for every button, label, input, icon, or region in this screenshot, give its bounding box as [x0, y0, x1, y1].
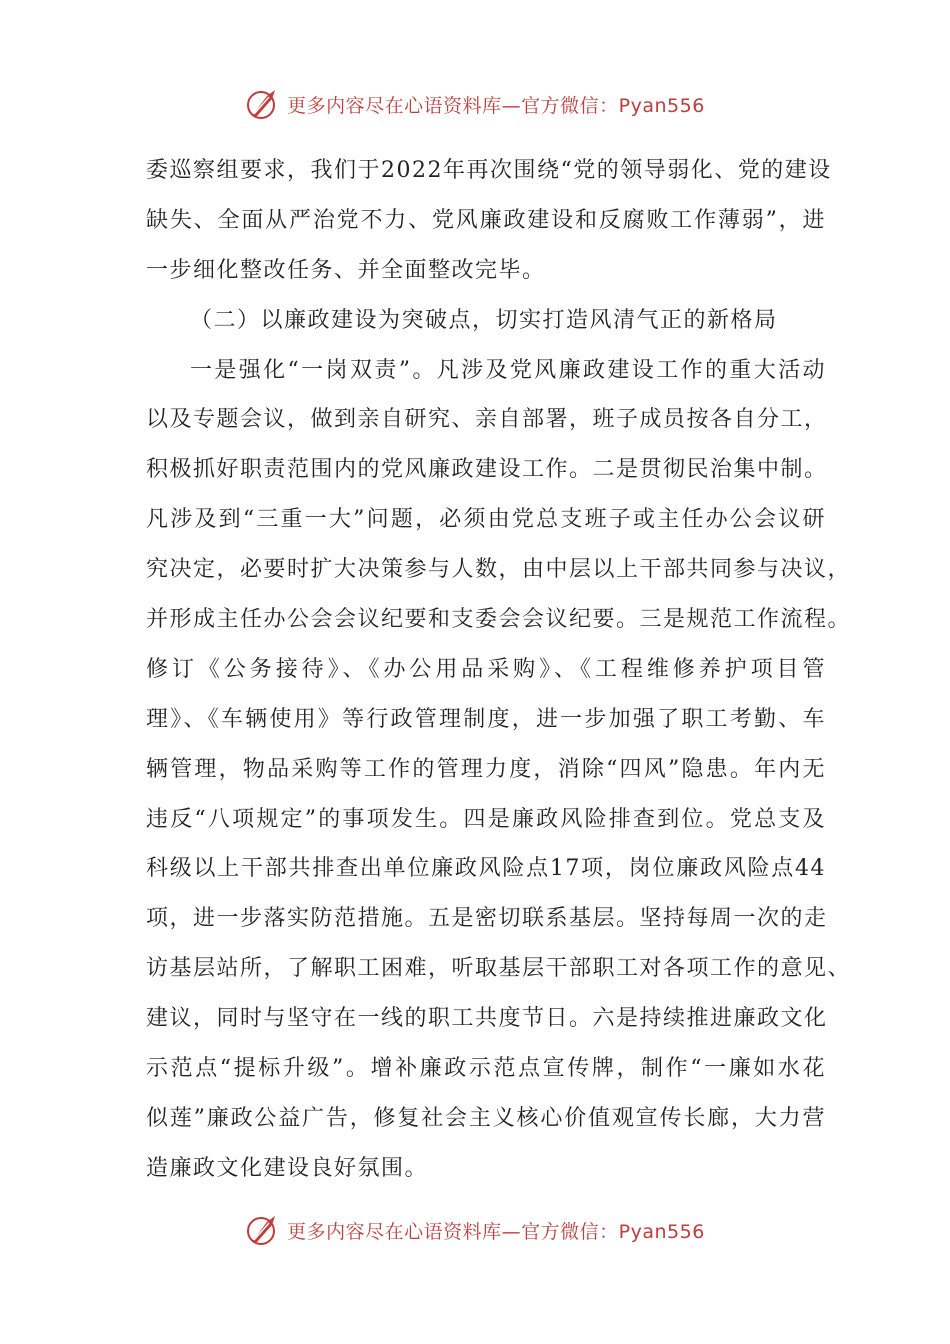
banner-text: 更多内容尽在心语资料库—官方微信：Pyan556 — [287, 94, 705, 117]
banner-text: 更多内容尽在心语资料库—官方微信：Pyan556 — [287, 1220, 705, 1243]
body-line: 违反“八项规定”的事项发生。四是廉政风险排查到位。党总支及 — [146, 806, 826, 832]
body-line: 凡涉及到“三重一大”问题，必须由党总支班子或主任办公会议研 — [146, 507, 826, 533]
body-line: 辆管理，物品采购等工作的管理力度，消除“四风”隐患。年内无 — [146, 756, 826, 782]
body-line: 缺失、全面从严治党不力、党风廉政建设和反腐败工作薄弱”，进 — [146, 207, 826, 233]
body-line: 科级以上干部共排查出单位廉政风险点17项，岗位廉政风险点44 — [146, 856, 826, 882]
body-line: 访基层站所，了解职工困难，听取基层干部职工对各项工作的意见、 — [146, 956, 852, 982]
footer-banner — [0, 1208, 950, 1252]
body-line: 究决定，必要时扩大决策参与人数，由中层以上干部共同参与决议， — [146, 557, 852, 583]
body-line: 项，进一步落实防范措施。五是密切联系基层。坚持每周一次的走 — [146, 906, 828, 932]
body-line: 委巡察组要求，我们于2022年再次围绕“党的领导弱化、党的建设 — [146, 158, 832, 183]
pen-nib-icon — [245, 86, 281, 122]
document-body — [146, 146, 852, 1194]
body-line: 理》、《车辆使用》等行政管理制度，进一步加强了职工考勤、车 — [146, 706, 826, 732]
body-line: 似莲”廉政公益广告，修复社会主义核心价值观宣传长廊，大力营 — [146, 1105, 826, 1131]
body-line: 示范点“提标升级”。增补廉政示范点宣传牌，制作“一廉如水花 — [146, 1056, 826, 1082]
header-banner — [0, 82, 950, 126]
body-line: 一是强化“一岗双责”。凡涉及党风廉政建设工作的重大活动 — [190, 357, 826, 383]
section-heading: （二）以廉政建设为突破点，切实打造风清气正的新格局 — [190, 307, 778, 333]
body-line: 积极抓好职责范围内的党风廉政建设工作。二是贯彻民治集中制。 — [146, 457, 828, 483]
body-line: 并形成主任办公会会议纪要和支委会会议纪要。三是规范工作流程。 — [146, 607, 852, 633]
body-line: 一步细化整改任务、并全面整改完毕。 — [146, 257, 546, 283]
body-line: 修订《公务接待》、《办公用品采购》、《工程维修养护项目管 — [146, 656, 826, 682]
body-line: 以及专题会议，做到亲自研究、亲自部署，班子成员按各自分工， — [146, 407, 828, 433]
body-line: 建议，同时与坚守在一线的职工共度节日。六是持续推进廉政文化 — [146, 1006, 828, 1032]
pen-nib-icon — [245, 1212, 281, 1248]
body-line: 造廉政文化建设良好氛围。 — [146, 1155, 429, 1181]
